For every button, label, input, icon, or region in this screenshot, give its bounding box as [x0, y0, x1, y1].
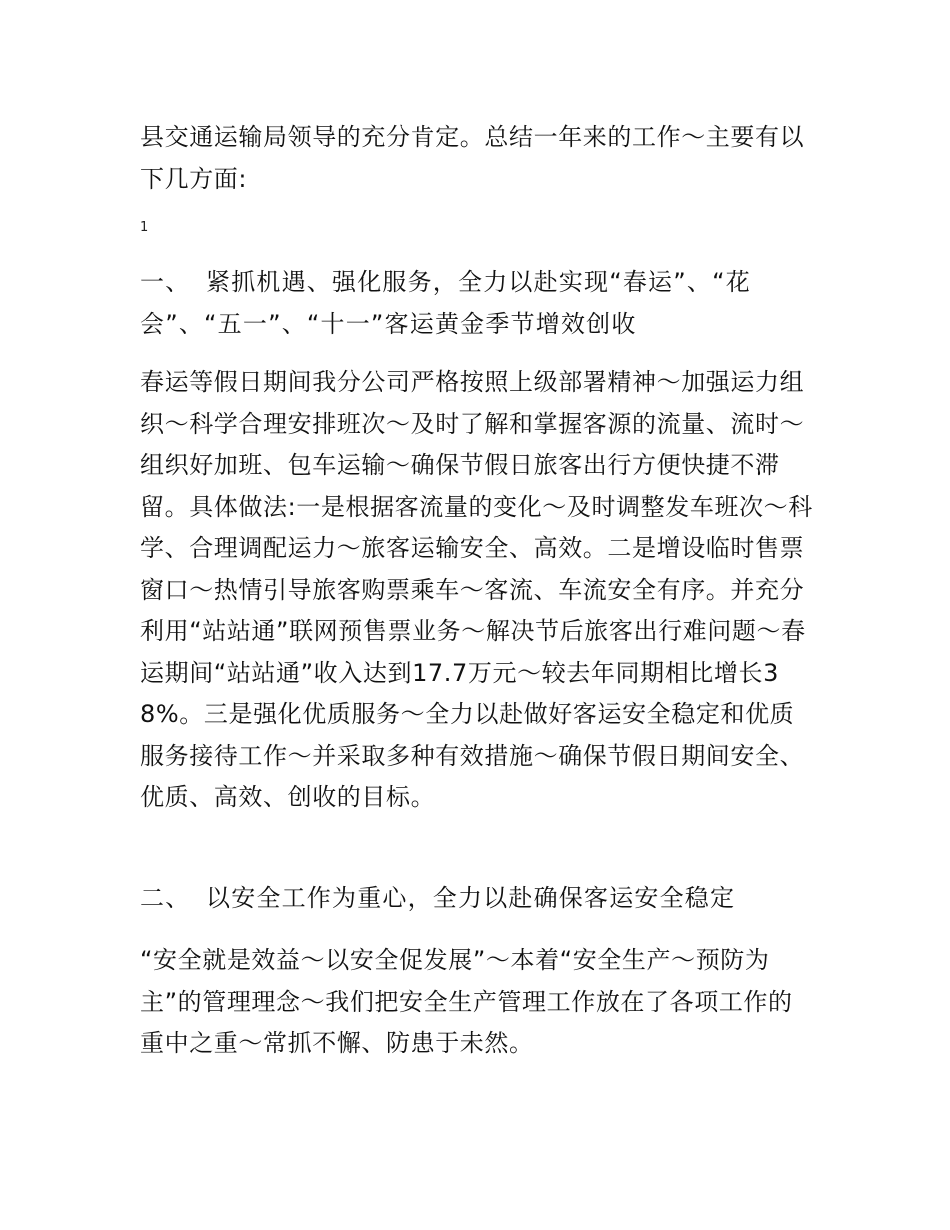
section-1-title: 紧抓机遇、强化服务，全力以赴实现“春运”、“花会”、“五一”、“十一”客运黄金季节增效创收 [140, 268, 751, 338]
section-1-heading [140, 262, 815, 345]
section-1-number: 一、 [140, 268, 191, 296]
section-1-body: 春运等假日期间我分公司严格按照上级部署精神～加强运力组织～科学合理安排班次～及时了解和掌握客源的流量、流时～组织好加班、包车运输～确保节假日旅客出行方便快捷不滞留。具体做法:一是根据客流量的变化～及时调整发车班次～科学、合理调配运力～旅客运输安全、高效。二是增设临时售票窗口～热情引导旅客购票乘车～客流、车流安全有序。并充分利用“站站通”联网预售票业务～解决节后旅客出行难问题～春运期间“站站通”收入达到17.7万元～较去年同期相比增长38%。三是强化优质服务～全力以赴做好客运安全稳定和优质服务接待工作～并采取多种有效措施～确保节假日期间安全、优质、高效、创收的目标。 [140, 368, 813, 811]
section-2-title: 以安全工作为重心，全力以赴确保客运安全稳定 [206, 884, 736, 912]
page-number: 1 [140, 220, 149, 235]
section-2-heading [140, 878, 815, 920]
section-2-body: “安全就是效益～以安全促发展”～本着“安全生产～预防为主”的管理理念～我们把安全生产管理工作放在了各项工作的重中之重～常抓不懈、防患于未然。 [140, 946, 793, 1057]
intro-paragraph: 县交通运输局领导的充分肯定。总结一年来的工作～主要有以下几方面: [140, 123, 805, 193]
section-2-number: 二、 [140, 884, 191, 912]
